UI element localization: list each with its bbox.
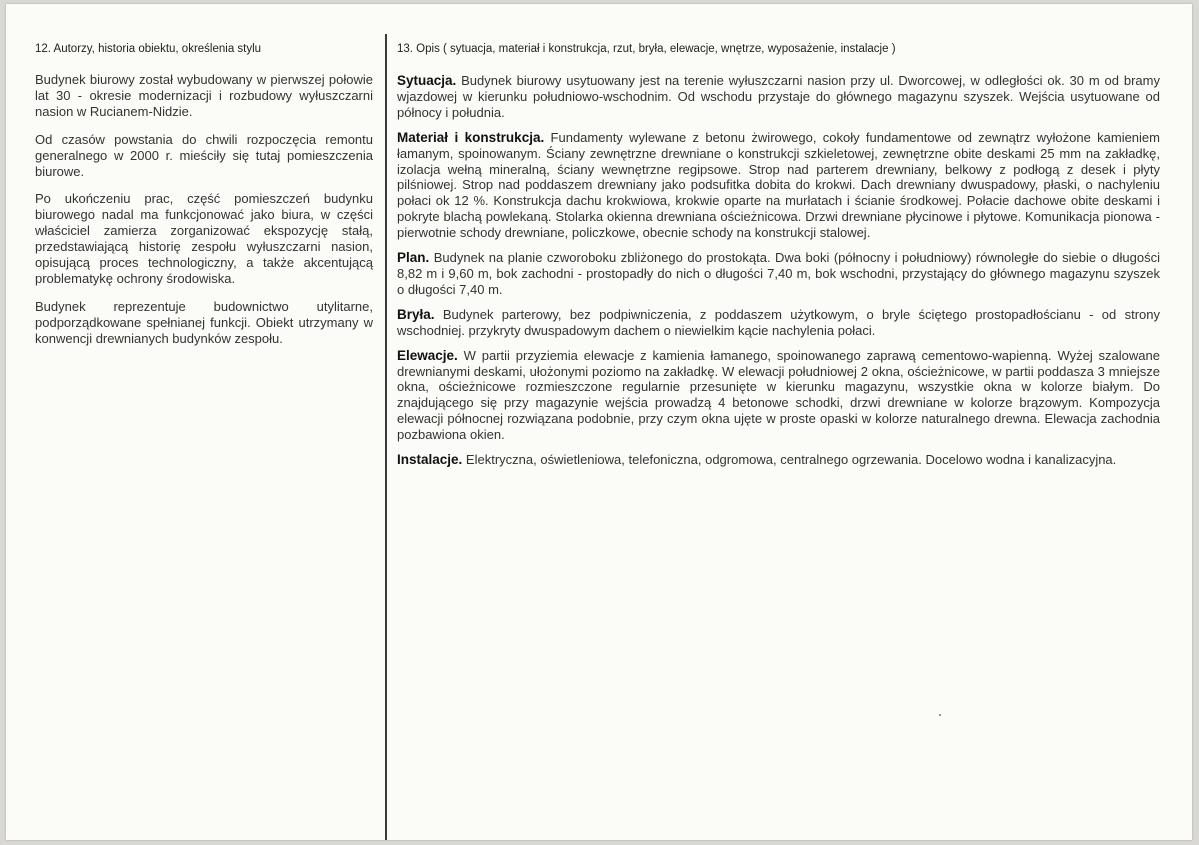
history-paragraph-3: Po ukończeniu prac, część pomieszczeń budynku biurowego nadal ma funkcjonować jako biura, w części właściciel zamierza zorganizować ekspozycję stałą, przedstawiającą historię zespołu wyłuszczarni nasion, opisującą proces technologiczny, a także akcentującą problematykę ochrony środowiska. (35, 191, 373, 286)
column-divider (385, 34, 387, 840)
description-elevations (397, 348, 1160, 443)
right-column (397, 42, 1160, 477)
plan-title: Plan. (397, 250, 430, 266)
document-sheet (6, 4, 1192, 840)
description-massing (397, 307, 1160, 339)
section-12-heading: 12. Autorzy, historia obiektu, określenia stylu (35, 43, 262, 55)
description-plan (397, 250, 1160, 298)
situation-title: Sytuacja. (397, 73, 457, 88)
description-situation (397, 73, 1160, 121)
description-installations (397, 452, 1160, 468)
massing-text: Budynek parterowy, bez podpiwniczenia, z poddaszem użytkowym, o bryle ściętego prostopadłościanu - od strony wschodniej. przykryty dwuspadowym dachem o niewielkim kącie nachylenia połaci. (397, 306, 1160, 338)
elevations-title: Elewacje. (397, 347, 458, 363)
left-column (35, 42, 373, 359)
plan-text: Budynek na planie czworoboku zbliżonego do prostokąta. Dwa boki (północny i południowy) równoległe do siebie o długości 8,82 m i 9,60 m, bok zachodni - prostopadły do nich o długości 7,40 m, bok wschodni, przystający do głównego magazynu szyszek o długości 7,40 m. (397, 250, 1160, 297)
installations-title: Instalacje. (397, 452, 463, 468)
description-material (397, 130, 1160, 241)
history-paragraph-1: Budynek biurowy został wybudowany w pierwszej połowie lat 30 - okresie modernizacji i rozbudowy wyłuszczarni nasion w Rucianem-Nidzie. (35, 72, 373, 119)
massing-title: Bryła. (397, 306, 435, 322)
installations-text: Elektryczna, oświetleniowa, telefoniczna, odgromowa, centralnego ogrzewania. Docelowo wodna i kanalizacyjna. (465, 452, 1117, 468)
elevations-text: W partii przyziemia elewacje z kamienia łamanego, spoinowanego zaprawą cementowo-wapienną. Wyżej szalowane drewnianymi deskami, ułożonymi poziomo na zakładkę. W elewacji południowej 2 okna, ościeżnicowe, w partii poddasza 3 mniejsze okna, ościeżnicowe rozmieszczone regularnie przesunięte w kierunku magazynu, wszystkie okna w kolorze białym. Do znajdującego się przy magazynie wejścia prowadzą 4 betonowe schodki, drzwi drewniane w kolorze brązowym. Kompozycja elewacji północnej rozwiązana podobnie, przy czym okna ujęte w proste opaski w kolorze naturalnego drewna. Elewacja zachodnia pozbawiona okien. (397, 347, 1160, 443)
material-title: Materiał i konstrukcja. (397, 129, 545, 145)
situation-text: Budynek biurowy usytuowany jest na terenie wyłuszczarni nasion przy ul. Dworcowej, w odległości ok. 30 m od bramy wjazdowej w kierunku południowo-wschodnim. Od wschodu przystaje do głównego magazynu szyszek. Wejścia usytuowane od północy i południa. (397, 73, 1160, 120)
history-paragraph-2: Od czasów powstania do chwili rozpoczęcia remontu generalnego w 2000 r. mieściły się tutaj pomieszczenia biurowe. (35, 131, 373, 179)
paper-speck (939, 714, 941, 716)
history-paragraph-4: Budynek reprezentuje budownictwo utylitarne, podporządkowane spełnianej funkcji. Obiekt utrzymany w konwencji drewnianych budynków zespołu. (35, 298, 373, 346)
material-text: Fundamenty wylewane z betonu żwirowego, cokoły fundamentowe od zewnątrz wyłożone kamieniem łamanym, spoinowanym. Ściany zewnętrzne drewniane o konstrukcji szkieletowej, zewnętrzne obite deskami 25 mm na zakładkę, izolacja wełną mineralną, ściany wewnętrzne regipsowe. Strop nad parterem drewniany, belkowy z podłogą z desek i płyty pilśniowej. Strop nad poddaszem drewniany jako podsufitka dobita do krokwi. Dach drewniany dwuspadowy, płaski, o nachyleniu połaci ok 12 %. Konstrukcja dachu krokwiowa, krokwie oparte na murłatach i ścianie środkowej. Połacie dachowe obite deskami i pokryte blachą powlekaną. Stolarka okienna drewniana ościeżnicowa. Drzwi drewniane płycinowe i płytowe. Komunikacja pionowa - pierwotnie schody drewniane, policzkowe, obecnie schody na konstrukcji stalowej. (397, 129, 1160, 241)
section-13-heading: 13. Opis ( sytuacja, materiał i konstrukcja, rzut, bryła, elewacje, wnętrze, wyposażenie, instalacje ) (397, 43, 896, 55)
